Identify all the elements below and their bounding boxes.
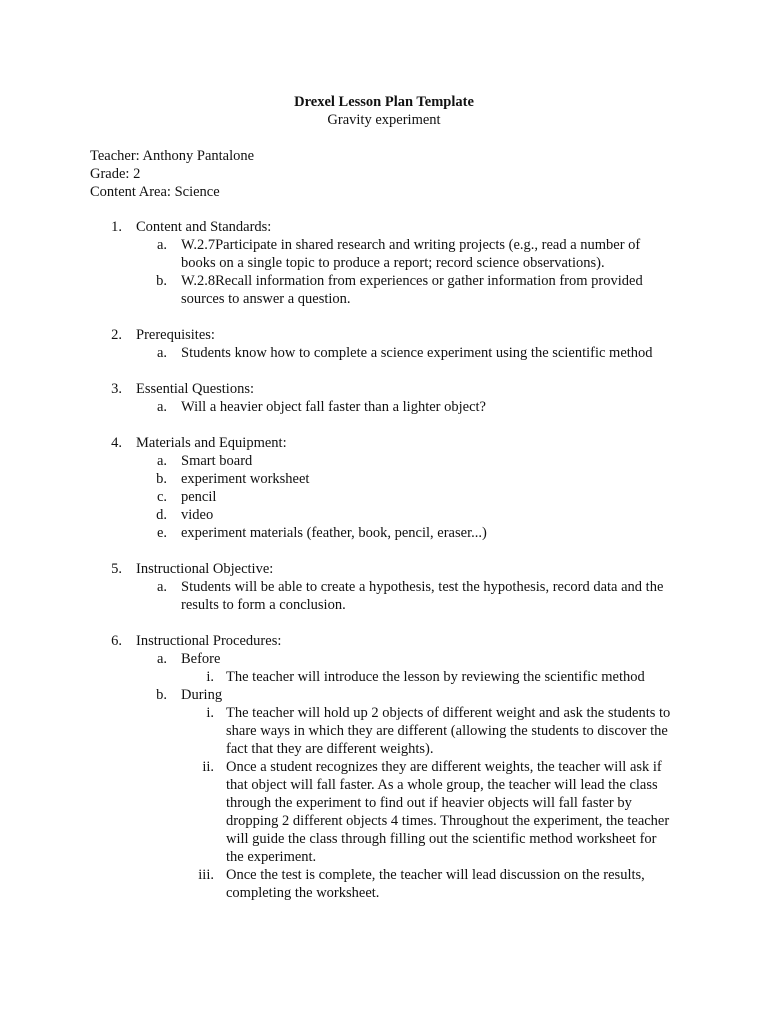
list-text: Prerequisites: bbox=[136, 327, 215, 343]
document-subtitle: Gravity experiment bbox=[327, 112, 441, 128]
sub-list-item bbox=[0, 704, 768, 758]
list-marker: ii. bbox=[202, 759, 214, 775]
list-text: The teacher will hold up 2 objects of different weight and ask the students to share ways in which they are different (allowing the students to discover the fact that they are different weights). bbox=[226, 705, 671, 757]
list-text: Smart board bbox=[181, 453, 253, 469]
list-item bbox=[0, 650, 768, 668]
list-text: Before bbox=[181, 651, 221, 667]
list-item bbox=[0, 398, 768, 416]
list-item bbox=[0, 236, 768, 272]
list-marker: c. bbox=[156, 489, 167, 505]
list-marker: 6. bbox=[111, 633, 122, 649]
section-1 bbox=[0, 218, 768, 308]
list-marker: a. bbox=[156, 453, 167, 469]
list-marker: a. bbox=[156, 651, 167, 667]
list-text: video bbox=[181, 507, 214, 523]
lesson-sections bbox=[0, 218, 768, 920]
list-marker: b. bbox=[156, 273, 167, 289]
section-heading bbox=[0, 380, 768, 398]
list-item bbox=[0, 506, 768, 524]
list-item bbox=[0, 686, 768, 704]
sub-list-item bbox=[0, 866, 768, 902]
section-4 bbox=[0, 434, 768, 542]
section-3 bbox=[0, 380, 768, 416]
list-text: Students know how to complete a science experiment using the scientific method bbox=[181, 345, 653, 361]
list-marker: 5. bbox=[111, 561, 122, 577]
sub-list-item bbox=[0, 758, 768, 866]
section-heading bbox=[0, 560, 768, 578]
list-text: Once a student recognizes they are different weights, the teacher will ask if that object will fall faster. As a whole group, the teacher will lead the class through the experiment to find out if heavier objects will fall faster by dropping 2 different objects 4 times. Throughout the experiment, the teacher will guide the class through filling out the scientific method worksheet for the experiment. bbox=[226, 759, 670, 865]
section-6 bbox=[0, 632, 768, 902]
sub-list-item bbox=[0, 668, 768, 686]
list-marker: 1. bbox=[111, 219, 122, 235]
section-heading bbox=[0, 218, 768, 236]
list-marker: b. bbox=[156, 471, 167, 487]
section-heading bbox=[0, 326, 768, 344]
list-text: The teacher will introduce the lesson by reviewing the scientific method bbox=[226, 669, 645, 685]
list-text: experiment worksheet bbox=[181, 471, 310, 487]
list-item bbox=[0, 578, 768, 614]
list-marker: e. bbox=[156, 525, 167, 541]
list-text: Instructional Objective: bbox=[136, 561, 274, 577]
list-marker: iii. bbox=[198, 867, 214, 883]
list-text: During bbox=[181, 687, 223, 703]
grade-line: Grade: 2 bbox=[90, 166, 141, 182]
list-text: W.2.7Participate in shared research and writing projects (e.g., read a number of books on a single topic to produce a report; record science observations). bbox=[181, 237, 641, 271]
list-item bbox=[0, 470, 768, 488]
list-marker: b. bbox=[156, 687, 167, 703]
list-marker: d. bbox=[156, 507, 167, 523]
list-text: Students will be able to create a hypothesis, test the hypothesis, record data and the results to form a conclusion. bbox=[181, 579, 664, 613]
list-text: Content and Standards: bbox=[136, 219, 272, 235]
list-text: Once the test is complete, the teacher will lead discussion on the results, completing the worksheet. bbox=[226, 867, 645, 901]
content-area-line: Content Area: Science bbox=[90, 184, 220, 200]
list-text: Materials and Equipment: bbox=[136, 435, 287, 451]
list-marker: 4. bbox=[111, 435, 122, 451]
list-marker: a. bbox=[156, 345, 167, 361]
list-text: pencil bbox=[181, 489, 217, 505]
list-marker: 2. bbox=[111, 327, 122, 343]
list-marker: a. bbox=[156, 399, 167, 415]
list-item bbox=[0, 272, 768, 308]
list-text: Instructional Procedures: bbox=[136, 633, 282, 649]
section-2 bbox=[0, 326, 768, 362]
section-5 bbox=[0, 560, 768, 614]
list-marker: a. bbox=[156, 579, 167, 595]
list-marker: 3. bbox=[111, 381, 122, 397]
list-text: experiment materials (feather, book, pencil, eraser...) bbox=[181, 525, 487, 541]
list-marker: i. bbox=[206, 669, 214, 685]
list-marker: i. bbox=[206, 705, 214, 721]
list-text: Essential Questions: bbox=[136, 381, 255, 397]
list-item bbox=[0, 452, 768, 470]
list-text: W.2.8Recall information from experiences or gather information from provided sources to answer a question. bbox=[181, 273, 643, 307]
list-marker: a. bbox=[156, 237, 167, 253]
section-heading bbox=[0, 434, 768, 452]
lesson-info bbox=[90, 147, 254, 201]
teacher-line: Teacher: Anthony Pantalone bbox=[90, 148, 255, 164]
list-item bbox=[0, 344, 768, 362]
document-title: Drexel Lesson Plan Template bbox=[294, 94, 474, 110]
section-heading bbox=[0, 632, 768, 650]
list-item bbox=[0, 488, 768, 506]
list-item bbox=[0, 524, 768, 542]
list-text: Will a heavier object fall faster than a lighter object? bbox=[181, 399, 486, 415]
